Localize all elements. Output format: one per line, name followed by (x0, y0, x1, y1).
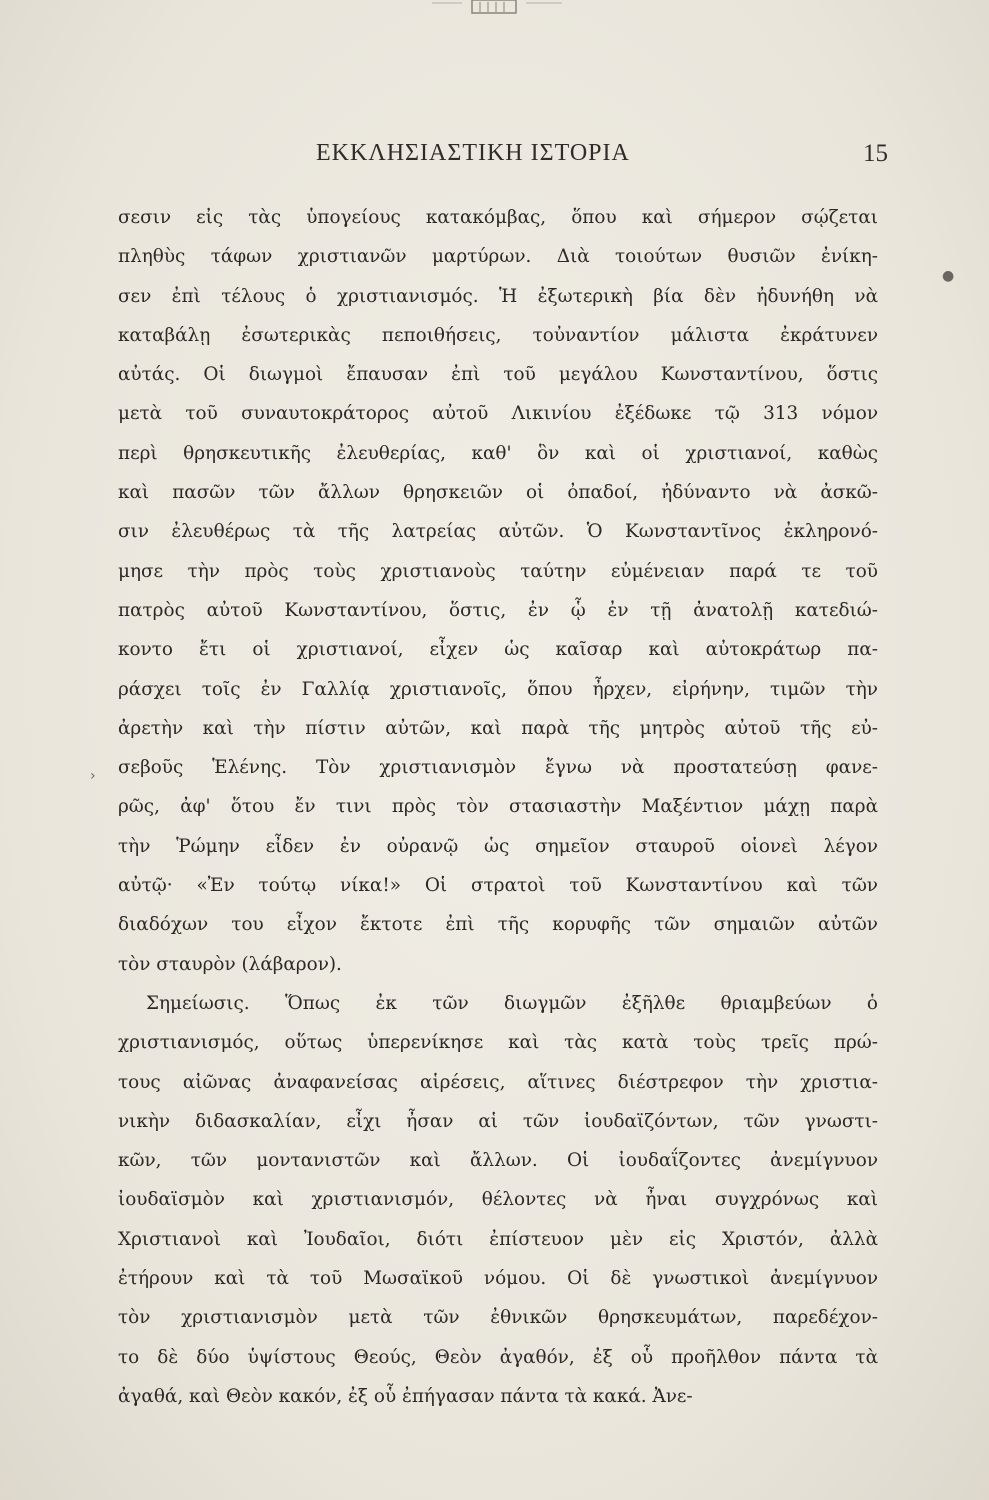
text-line: νικὴν διδασκαλίαν, εἶχι ἦσαν αἱ τῶν ἰουδαϊζόντων, τῶν γνωστι- (118, 1110, 878, 1132)
text-line: το δὲ δύο ὑψίστους Θεούς, Θεὸν ἀγαθόν, ἐξ οὗ προῆλθον πάντα τὰ (118, 1346, 878, 1368)
text-line: σεσιν εἰς τὰς ὑπογείους κατακόμβας, ὅπου καὶ σήμερον σῴζεται (118, 207, 878, 228)
text-line: τὸν χριστιανισμὸν μετὰ τῶν ἐθνικῶν θρησκευμάτων, παρεδέχον- (118, 1307, 878, 1329)
text-line: σεν ἐπὶ τέλους ὁ χριστιανισμός. Ἡ ἐξωτερικὴ βία δὲν ἠδυνήθη νὰ (118, 285, 878, 307)
text-line: σεβοῦς Ἑλένης. Τὸν χριστιανισμὸν ἔγνω νὰ προστατεύσῃ φανε- (118, 757, 878, 779)
body-text (118, 198, 878, 1416)
text-line: κοντο ἔτι οἱ χριστιανοί, εἶχεν ὡς καῖσαρ καὶ αὐτοκράτωρ πα- (118, 639, 878, 661)
text-line: Σημείωσις. Ὅπως ἐκ τῶν διωγμῶν ἐξῆλθε θριαμβεύων ὁ (146, 992, 878, 1014)
text-line: ἀγαθά, καὶ Θεὸν κακόν, ἐξ οὗ ἐπήγασαν πάντα τὰ κακά. Ἀνε- (118, 1385, 693, 1407)
text-line: καὶ πασῶν τῶν ἄλλων θρησκειῶν οἱ ὀπαδοί, ἠδύναντο νὰ ἀσκῶ- (118, 482, 878, 504)
text-line: αὐτάς. Οἱ διωγμοὶ ἔπαυσαν ἐπὶ τοῦ μεγάλου Κωνσταντίνου, ὅστις (118, 364, 878, 386)
margin-tick-mark: › (90, 768, 96, 784)
text-line: τὸν σταυρὸν (λάβαρον). (118, 953, 342, 975)
text-line: περὶ θρησκευτικῆς ἐλευθερίας, καθ' ὃν καὶ οἱ χριστιανοί, καθὼς (118, 442, 878, 464)
text-line: μετὰ τοῦ συναυτοκράτορος αὐτοῦ Λικινίου ἐξέδωκε τῷ 313 νόμον (118, 403, 878, 425)
text-line: καταβάλῃ ἐσωτερικὰς πεποιθήσεις, τοὐναντίον μάλιστα ἐκράτυνεν (118, 324, 878, 346)
ink-speck-mark: ● (942, 268, 955, 284)
text-line: ἀρετὴν καὶ τὴν πίστιν αὐτῶν, καὶ παρὰ τῆς μητρὸς αὐτοῦ τῆς εὐ- (118, 717, 878, 739)
text-line: αὐτῷ· «Ἐν τούτῳ νίκα!» Οἱ στρατοὶ τοῦ Κωνσταντίνου καὶ τῶν (118, 875, 878, 897)
text-line: τους αἰῶνας ἀναφανείσας αἱρέσεις, αἵτινες διέστρεφον τὴν χριστια- (118, 1071, 878, 1093)
page-header (118, 140, 888, 174)
text-line: πατρὸς αὐτοῦ Κωνσταντίνου, ὅστις, ἐν ᾧ ἐν τῇ ἀνατολῇ κατεδιώ- (118, 599, 878, 621)
binding-stamp-mark (432, 0, 562, 16)
running-title: ΕΚΚΛΗΣΙΑΣΤΙΚΗ ΙΣΤΟΡΙΑ (316, 140, 630, 166)
text-line: σιν ἐλευθέρως τὰ τῆς λατρείας αὐτῶν. Ὁ Κωνσταντῖνος ἐκληρονό- (118, 521, 878, 543)
page-number: 15 (863, 140, 888, 167)
text-line: ἐτήρουν καὶ τὰ τοῦ Μωσαϊκοῦ νόμου. Οἱ δὲ γνωστικοὶ ἀνεμίγνυον (118, 1268, 878, 1290)
text-line: χριστιανισμός, οὕτως ὑπερενίκησε καὶ τὰς κατὰ τοὺς τρεῖς πρώ- (118, 1032, 878, 1054)
text-line: ρῶς, ἀφ' ὅτου ἔν τινι πρὸς τὸν στασιαστὴν Μαξέντιον μάχῃ παρὰ (118, 796, 878, 818)
text-line: τὴν Ῥώμην εἶδεν ἐν οὐρανῷ ὡς σημεῖον σταυροῦ οἱονεὶ λέγον (118, 835, 878, 857)
text-line: ἰουδαϊσμὸν καὶ χριστιανισμόν, θέλοντες νὰ ἦναι συγχρόνως καὶ (118, 1189, 878, 1211)
text-line: διαδόχων του εἶχον ἔκτοτε ἐπὶ τῆς κορυφῆς τῶν σημαιῶν αὐτῶν (118, 914, 878, 936)
text-line: μησε τὴν πρὸς τοὺς χριστιανοὺς ταύτην εὐμένειαν παρά τε τοῦ (118, 560, 878, 582)
text-line: κῶν, τῶν μοντανιστῶν καὶ ἄλλων. Οἱ ἰουδαΐζοντες ἀνεμίγνυον (118, 1150, 878, 1172)
text-line: ράσχει τοῖς ἐν Γαλλίᾳ χριστιανοῖς, ὅπου ἦρχεν, εἰρήνην, τιμῶν τὴν (118, 678, 878, 700)
text-line: Χριστιανοὶ καὶ Ἰουδαῖοι, διότι ἐπίστευον μὲν εἰς Χριστόν, ἀλλὰ (118, 1228, 878, 1250)
text-line: πληθὺς τάφων χριστιανῶν μαρτύρων. Διὰ τοιούτων θυσιῶν ἐνίκη- (118, 246, 878, 268)
